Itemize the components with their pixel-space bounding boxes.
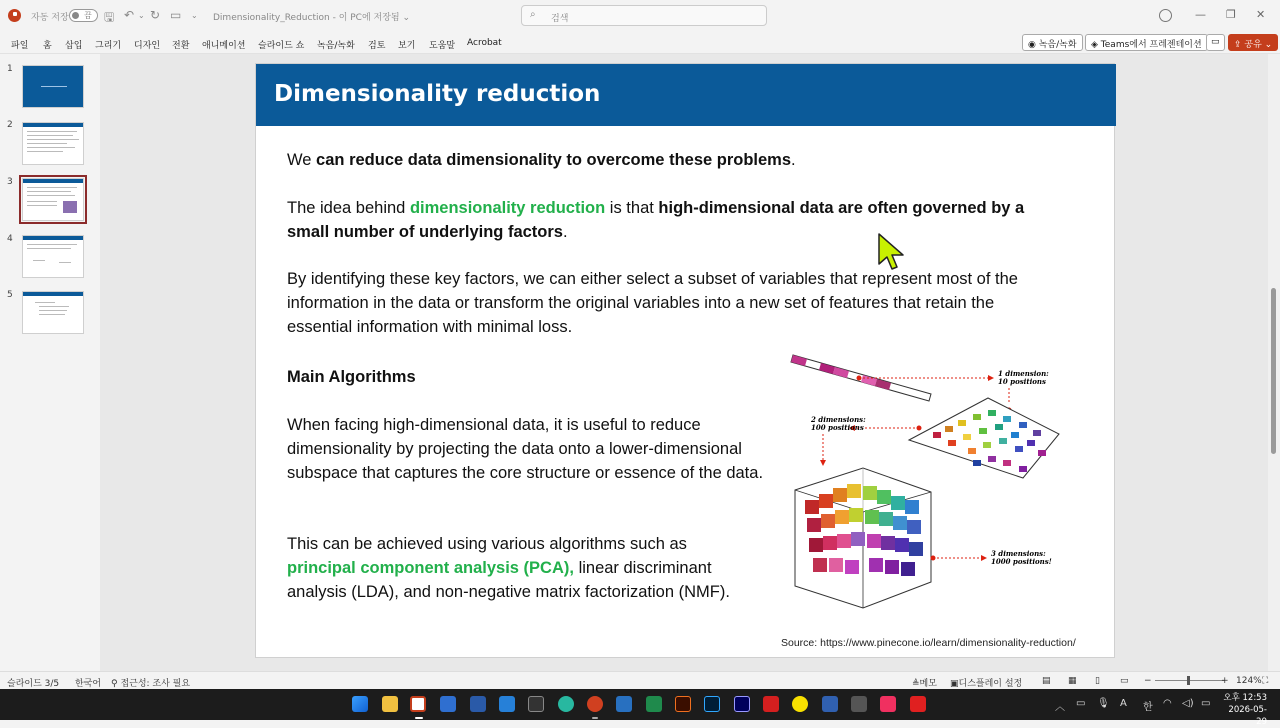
tab-file[interactable]: 파일 [11,41,29,51]
tab-transitions[interactable]: 전환 [172,41,190,51]
slide-header-bar [256,64,1116,126]
thumb-number: 3 [7,177,13,187]
slide-title[interactable]: Dimensionality reduction [274,81,601,107]
slide-thumbnail-3[interactable] [22,178,84,221]
autosave-label: 자동 저장 [31,13,69,23]
thumb-number: 5 [7,290,13,300]
title-bar [0,0,1280,32]
slide-thumbnail-5[interactable] [22,291,84,334]
paragraph-projection[interactable]: When facing high-dimensional data, it is useful to reduce dimensionality by projecting the data onto a lower-dimensional subspace that captures the core structure or essence of the data. [287,416,764,482]
powershell-icon[interactable] [470,696,486,712]
undo-dropdown-icon[interactable]: ⌄ [138,11,145,20]
app-icon-red[interactable] [910,696,926,712]
wifi-icon[interactable]: ◠ [1163,698,1172,709]
clock[interactable]: 오후 12:53 2026-05-29 [1223,693,1267,727]
photoshop-icon[interactable] [704,696,720,712]
tab-review[interactable]: 검토 [368,41,386,51]
paragraph-overcome[interactable]: We can reduce data dimensionality to overcome these problems. [287,151,796,169]
tab-insert[interactable]: 삽입 [65,41,83,51]
paragraph-idea[interactable]: The idea behind dimensionality reduction is that high-dimensional data are often governed by a small number of underlying factors. [287,199,1025,241]
windows-taskbar [0,689,1280,727]
display-settings-button[interactable]: ▣디스플레이 설정 [950,679,1023,689]
heading-main-algorithms[interactable]: Main Algorithms [287,368,416,386]
kakaotalk-icon[interactable] [792,696,808,712]
powerpoint-logo-icon [8,9,21,22]
scrollbar-thumb[interactable] [1271,288,1276,454]
tab-design[interactable]: 디자인 [134,41,161,51]
slide-thumbnail-4[interactable] [22,235,84,278]
slide-counter: 슬라이드 3/5 [7,679,60,689]
powerpoint-taskbar-icon[interactable] [587,696,603,712]
status-bar [0,671,1280,689]
active-app-indicator [415,717,423,719]
tab-home[interactable]: 홈 [43,41,52,51]
present-icon[interactable]: ▭ [170,8,182,22]
ribbon-tabs [0,32,1280,54]
share-button[interactable]: ⇪ 공유 ⌄ [1228,34,1278,51]
thumb-number: 4 [7,234,13,244]
label-1d: 1 dimension: [998,369,1049,378]
search-icon: ⌕ [530,9,536,20]
document-title[interactable]: Dimensionality_Reduction - 이 PC에 저장됨 ⌄ [213,13,410,23]
minimize-icon[interactable]: — [1195,8,1206,21]
dimensionality-figure[interactable] [783,350,1068,622]
app-icon-printer[interactable] [851,696,867,712]
record-button[interactable]: ◉ 녹음/녹화 [1022,34,1083,51]
zoom-slider-handle[interactable] [1187,676,1190,685]
autosave-toggle[interactable] [69,9,98,22]
close-icon[interactable]: ✕ [1256,8,1266,21]
teams-present-button[interactable]: ◈ Teams에서 프레젠테이션 [1085,34,1208,51]
slide-thumbnail-1[interactable] [22,65,84,108]
accessibility-status[interactable]: ⚲ 접근성: 조사 필요 [111,679,191,689]
label-1d-positions: 10 positions [998,377,1046,386]
label-2d: 2 dimensions: [811,415,866,424]
terminal-icon[interactable] [528,696,544,712]
label-3d-positions: 1000 positions! [991,557,1052,566]
illustrator-icon[interactable] [675,696,691,712]
notepad-icon[interactable] [440,696,456,712]
tab-acrobat[interactable]: Acrobat [467,38,502,48]
label-2d-positions: 100 positions [811,423,864,432]
slide-sorter-icon[interactable]: ▦ [1068,676,1077,686]
vscode-icon[interactable] [499,696,515,712]
save-icon[interactable]: 🖫 [104,10,115,24]
file-explorer-icon[interactable] [382,696,398,712]
ime-indicator[interactable]: 한 [1143,702,1153,713]
thumb-number: 1 [7,64,13,74]
paragraph-algorithms[interactable]: This can be achieved using various algorithms such as principal component analysis (PCA), linear discriminant analysis (LDA), and non-negative matrix factorization (NMF). [287,535,730,601]
network-icon[interactable]: ▭ [1076,698,1086,709]
customize-toolbar-icon[interactable]: ⌄ [191,11,198,20]
two-dimension-grid [909,398,1059,478]
undo-icon[interactable]: ↶ [124,8,135,22]
figure-source[interactable]: Source: https://www.pinecone.io/learn/dimensionality-reduction/ [781,637,1076,649]
search-placeholder: 검색 [551,14,569,24]
tray-chevron-icon[interactable]: ︿ [1055,702,1065,713]
tab-view[interactable]: 보기 [398,41,416,51]
zoom-level[interactable]: 124% [1236,676,1262,686]
account-icon[interactable] [1159,9,1172,22]
snipping-tool-icon[interactable] [410,696,426,712]
zoom-in-icon[interactable]: + [1221,676,1229,686]
acrobat-icon[interactable] [763,696,779,712]
app-icon-chart[interactable] [822,696,838,712]
slideshow-view-icon[interactable]: ▭ [1120,676,1129,686]
slide[interactable] [255,63,1115,658]
three-dimension-cube [795,468,931,608]
volume-icon[interactable]: ◁) [1182,698,1194,709]
fit-slide-icon[interactable]: ⛶ [1262,676,1269,686]
vertical-scrollbar[interactable] [1268,54,1280,671]
tab-record[interactable]: 녹음/녹화 [317,41,355,51]
input-language[interactable]: A [1120,698,1127,709]
tab-help[interactable]: 도움말 [429,41,456,51]
redo-icon[interactable]: ↻ [150,8,161,22]
tab-slideshow[interactable]: 슬라이드 쇼 [258,41,305,51]
mouse-pointer-icon [876,232,906,272]
paragraph-key-factors[interactable]: By identifying these key factors, we can either select a subset of variables that represent most of the information in the data or transform the original variables into a new set of features that retain the essential information with minimal loss. [287,270,1018,336]
label-3d: 3 dimensions: [991,549,1046,558]
thumb-number: 2 [7,120,13,130]
app-icon-bird[interactable] [558,696,574,712]
maximize-icon[interactable]: ❐ [1226,8,1236,21]
battery-icon[interactable]: ▭ [1201,698,1211,709]
tab-animations[interactable]: 애니메이션 [202,41,246,51]
app-running-indicator [592,717,598,719]
reading-view-icon[interactable]: ▯ [1095,676,1100,686]
microphone-icon[interactable]: 🎙 [1097,698,1110,709]
music-icon[interactable] [880,696,896,712]
premiere-icon[interactable] [734,696,750,712]
comments-icon[interactable]: ▭ [1206,34,1225,51]
notes-button[interactable]: ≜메모 [912,679,937,689]
search-box[interactable] [521,5,767,26]
toggle-state: 끔 [84,11,92,20]
windows-start-icon[interactable] [352,696,368,712]
zoom-slider[interactable] [1155,680,1225,681]
excel-icon[interactable] [646,696,662,712]
slide-thumbnail-panel [0,54,100,671]
language-indicator[interactable]: 한국어 [75,679,102,689]
tab-draw[interactable]: 그리기 [95,41,122,51]
outlook-icon[interactable] [616,696,632,712]
normal-view-icon[interactable]: ▤ [1042,676,1051,686]
zoom-out-icon[interactable]: − [1144,676,1152,686]
slide-thumbnail-2[interactable] [22,122,84,165]
